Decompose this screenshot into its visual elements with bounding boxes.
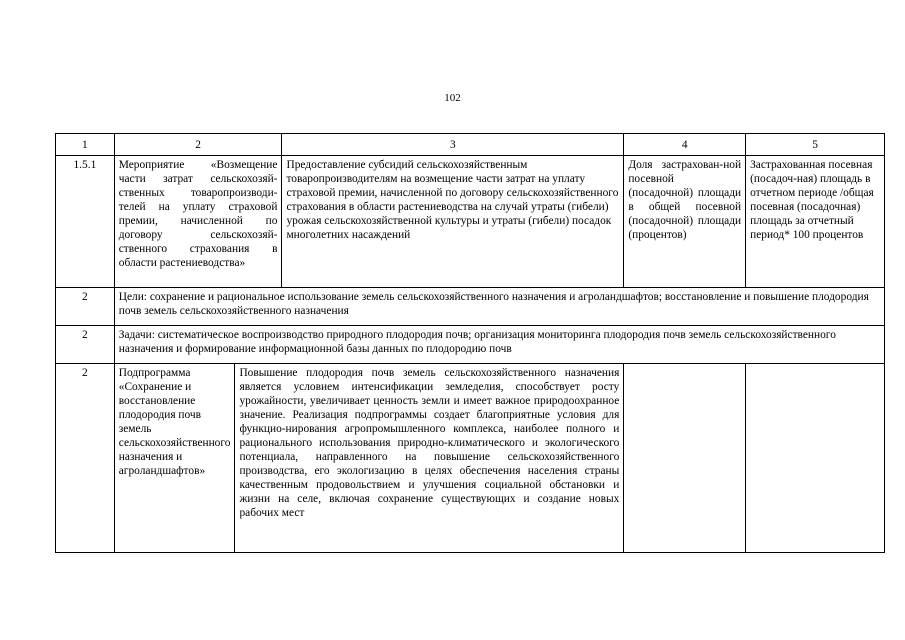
- program-table: [55, 133, 885, 553]
- header-col-3: 3: [282, 134, 624, 156]
- table-row: [56, 288, 885, 326]
- indicator-name: [624, 364, 746, 553]
- row-number: 2: [56, 364, 115, 553]
- subprogram-name: Подпрограмма «Сохранение и восстановление плодородия почв земель сельскохозяйственного назначения и агроландшафтов»: [114, 364, 235, 553]
- table-row: [56, 364, 885, 553]
- measure-name: Мероприятие «Возмещение части затрат сельскохозяй-ственных товаропроизводи-телей на уплату страховой премии, начисленной по договору сельскохозяй-ственного страхования в области растениеводства»: [114, 156, 282, 288]
- tasks-text: Задачи: систематическое воспроизводство природного плодородия почв; организация мониторинга плодородия почв земель сельскохозяйственного назначения и формирование информационной базы данных по плодородию почв: [114, 326, 884, 364]
- header-col-4: 4: [624, 134, 746, 156]
- header-col-2: 2: [114, 134, 282, 156]
- measure-description: Предоставление субсидий сельскохозяйственным товаропроизводителям на возмещение части затрат на уплату страховой премии, начисленной по договору сельскохозяйственного страхования в области растениеводства на случай утраты (гибели) урожая сельскохозяйственной культуры и утраты (гибели) посадок многолетних насаждений: [282, 156, 624, 288]
- row-number: 2: [56, 288, 115, 326]
- header-row: [56, 134, 885, 156]
- row-number: 2: [56, 326, 115, 364]
- table-row: [56, 326, 885, 364]
- table-row: [56, 156, 885, 288]
- indicator-formula: [746, 364, 885, 553]
- goals-text: Цели: сохранение и рациональное использование земель сельскохозяйственного назначения и агроландшафтов; восстановление и повышение плодородия почв земель сельскохозяйственного назначения: [114, 288, 884, 326]
- row-number: 1.5.1: [56, 156, 115, 288]
- header-col-5: 5: [746, 134, 885, 156]
- indicator-name: Доля застрахован-ной посевной (посадочной) площади в общей посевной (посадочной) площади (процентов): [624, 156, 746, 288]
- subprogram-description: Повышение плодородия почв земель сельскохозяйственного назначения является условием интенсификации земледелия, способствует росту урожайности, увеличивает ценность земли и имеет важное природоохранное значение. Реализация подпрограммы создает благоприятные условия для функцио-нирования агропромышленного комплекса, наиболее полного и рационального использования природно-климатического и экологического потенциала, направленного на повышение сельскохозяйственного производства, его экологизацию в целях обеспечения населения страны качественным продовольствием и улучшения социальной обстановки и жизни на селе, включая сохранение существующих и создание новых рабочих мест: [235, 364, 624, 553]
- header-col-1: 1: [56, 134, 115, 156]
- indicator-formula: Застрахованная посевная (посадоч-ная) площадь в отчетном периоде /общая посевная (посадочная) площадь за отчетный период* 100 процентов: [746, 156, 885, 288]
- page-number: 102: [444, 92, 461, 104]
